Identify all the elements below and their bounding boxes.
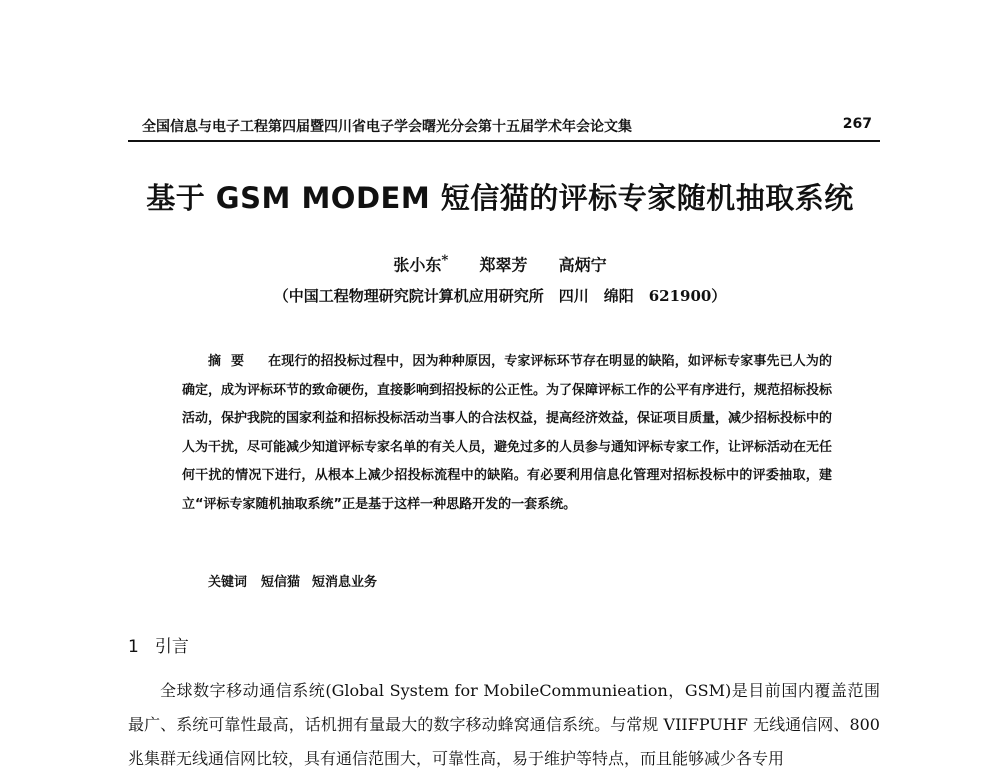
section-heading xyxy=(128,632,189,657)
keywords-label: 关键词 xyxy=(208,575,248,590)
journal-title: 全国信息与电子工程第四届暨四川省电子学会曙光分会第十五届学术年会论文集 xyxy=(142,119,632,135)
abstract xyxy=(182,348,832,520)
keyword-item: 短消息业务 xyxy=(312,575,378,590)
affiliation: （中国工程物理研究院计算机应用研究所 四川 绵阳 621900） xyxy=(273,287,727,305)
page-number: 267 xyxy=(842,116,872,132)
keywords xyxy=(208,571,389,590)
section-number: 1 xyxy=(128,637,139,657)
abstract-label: 摘要 xyxy=(208,354,255,369)
running-header xyxy=(142,116,894,140)
abstract-text: 在现行的招投标过程中，因为种种原因，专家评标环节存在明显的缺陷，如评标专家事先已人为的确定，成为评标环节的致命硬伤，直接影响到招投标的公正性。为了保障评标工作的公平有序进行，规范招标投标活动，保护我院的国家利益和招标投标活动当事人的合法权益，提高经济效益，保证项目质量，减少招标投标中的人为干扰，尽可能减少知道评标专家名单的有关人员，避免过多的人员参与通知评标专家工作，让评标活动在无任何干扰的情况下进行，从根本上减少招投标流程中的缺陷。有必要利用信息化管理对招标投标中的评委抽取，建立“评标专家随机抽取系统”正是基于这样一种思路开发的一套系统。 xyxy=(182,354,833,512)
author-mark: * xyxy=(441,252,449,268)
paper-title: 基于 GSM MODEM 短信猫的评标专家随机抽取系统 xyxy=(146,181,854,215)
keyword-item: 短信猫 xyxy=(261,575,301,590)
author-name: 郑翠芳 xyxy=(479,255,528,275)
author-name: 张小东 xyxy=(393,255,442,275)
section-title: 引言 xyxy=(154,637,189,657)
author-name: 高炳宁 xyxy=(558,255,607,275)
author-list xyxy=(0,252,1000,275)
body-paragraph: 全球数字移动通信系统(Global System for MobileCommunieation，GSM)是目前国内覆盖范围最广、系统可靠性最高，话机拥有量最大的数字移动蜂窝通信系统。与常规 VIIFPUHF 无线通信网、800 兆集群无线通信网比较，具有通信范围大，可靠性高，易于维护等特点，而且能够减少各专用 xyxy=(128,681,880,768)
header-rule xyxy=(128,140,880,142)
